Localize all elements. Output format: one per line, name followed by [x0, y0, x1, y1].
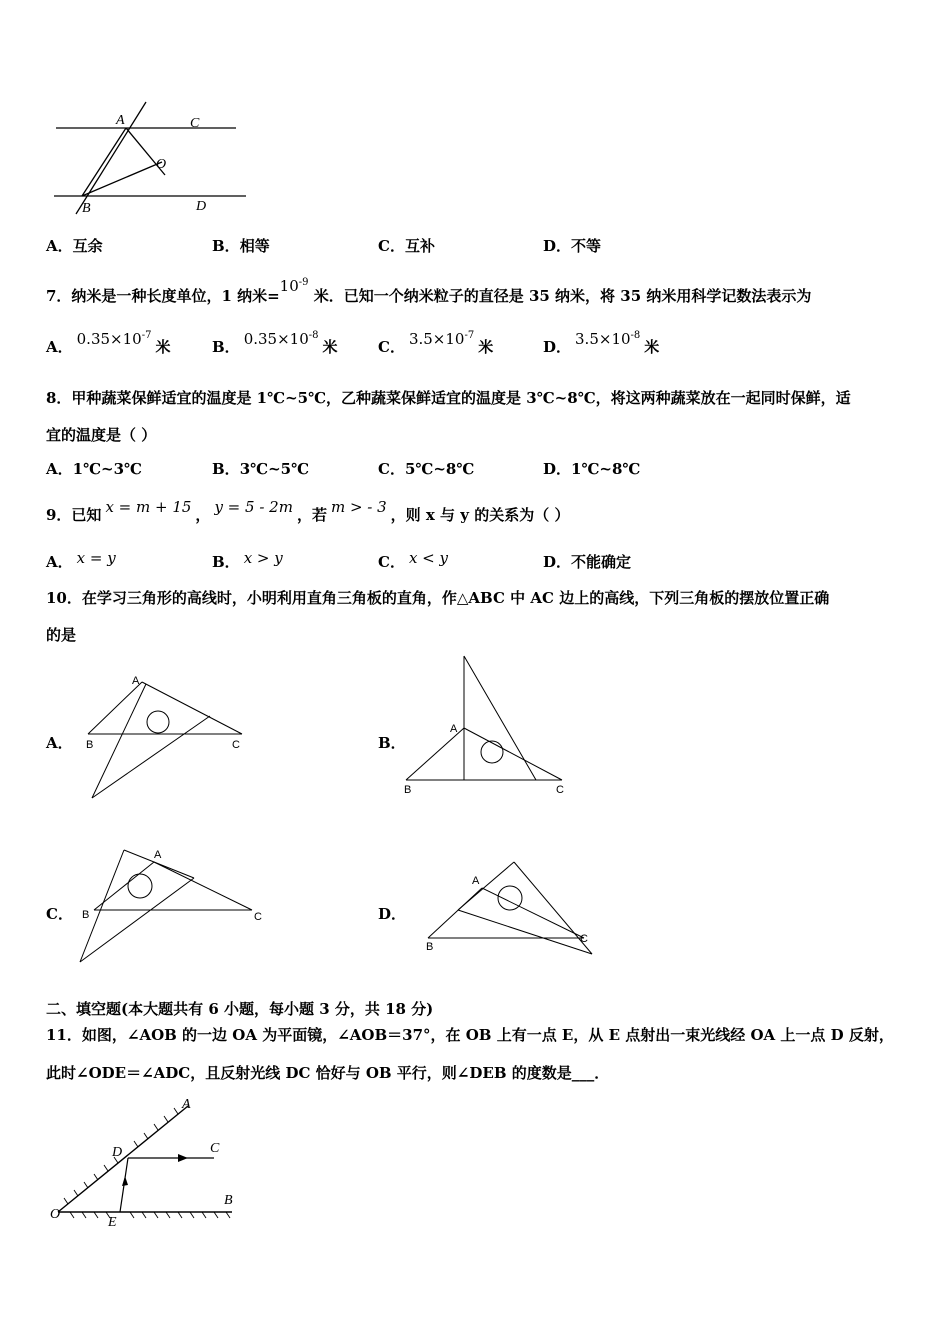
q7-unit: 米: [644, 338, 660, 356]
label-O: O: [156, 157, 167, 172]
q6-figure: [50, 100, 250, 220]
q11-label-E: E: [108, 1215, 117, 1230]
q9-expr3: m > - 3: [330, 498, 387, 516]
q7-option-c[interactable]: C． $3.5\times 10^{-7}$米: [378, 330, 494, 356]
label-C: C: [190, 116, 200, 131]
q11-stem-line1: 11．如图，∠AOB 的一边 OA 为平面镜，∠AOB＝37°，在 OB 上有一点 E，从 E 点射出一束光线经 OA 上一点 D 反射，: [46, 1026, 894, 1044]
q11-label-O: O: [50, 1207, 61, 1222]
q9-expr2: y = 5 - 2m: [214, 498, 293, 516]
q11-figure: [48, 1092, 248, 1232]
q10b-label-C: C: [556, 784, 564, 796]
q10b-label-B: B: [404, 784, 412, 796]
label-A: A: [116, 113, 125, 128]
q6-option-a[interactable]: A．互余: [46, 237, 103, 255]
q8-option-c[interactable]: C．5℃~8℃: [378, 460, 475, 478]
q7-unit: 米: [478, 338, 494, 356]
q11-label-D: D: [112, 1145, 123, 1160]
q10a-label-C: C: [232, 739, 240, 751]
q9-expr1: x = m + 15: [105, 498, 192, 516]
q10c-label-B: B: [82, 909, 90, 921]
q10-stem-line2: 的是: [46, 626, 77, 644]
q10-figure-c[interactable]: [76, 842, 266, 972]
q10-option-a-letter[interactable]: A．: [46, 734, 73, 752]
q9-option-c[interactable]: C． x < y: [378, 549, 448, 571]
q10a-label-B: B: [86, 739, 94, 751]
q10-option-b-letter[interactable]: B．: [378, 734, 406, 752]
label-B: B: [82, 201, 91, 216]
q10b-label-A: A: [450, 723, 458, 735]
q10d-label-A: A: [472, 875, 480, 887]
label-D: D: [196, 199, 207, 214]
q10-figure-b[interactable]: [400, 652, 570, 802]
q10-stem-line1: 10．在学习三角形的高线时，小明利用直角三角板的直角，作△ABC 中 AC 边上的高线，下列三角板的摆放位置正确: [46, 589, 830, 607]
q11-label-B: B: [224, 1193, 233, 1208]
q8-stem-line1: 8．甲种蔬菜保鲜适宜的温度是 1℃~5℃，乙种蔬菜保鲜适宜的温度是 3℃~8℃，将这两种蔬菜放在一起同时保鲜，适: [46, 389, 851, 407]
q9-option-b[interactable]: B． x > y: [212, 549, 283, 571]
q10-figure-a[interactable]: [82, 672, 252, 802]
q11-label-C: C: [210, 1141, 220, 1156]
q8-option-a[interactable]: A．1℃~3℃: [46, 460, 143, 478]
q11-label-A: A: [182, 1097, 191, 1112]
q7-stem: 7．纳米是一种长度单位，1 纳米$=10^{-9}$ 米．已知一个纳米粒子的直径是 35 纳米，将 35 纳米用科学记数法表示为: [46, 277, 812, 305]
q7-unit: 米: [155, 338, 171, 356]
q8-stem-line2: 宜的温度是（ ）: [46, 426, 157, 444]
q6-option-d[interactable]: D．不等: [543, 237, 602, 255]
q10d-label-C: C: [580, 933, 588, 945]
q7-option-b[interactable]: B． $0.35\times 10^{-8}$米: [212, 330, 338, 356]
q11-stem-line2: 此时∠ODE＝∠ADC，且反射光线 DC 恰好与 OB 平行，则∠DEB 的度数是___．: [46, 1064, 610, 1082]
q6-option-c[interactable]: C．互补: [378, 237, 435, 255]
q6-option-b[interactable]: B．相等: [212, 237, 270, 255]
q8-option-b[interactable]: B．3℃~5℃: [212, 460, 310, 478]
q8-option-d[interactable]: D．1℃~8℃: [543, 460, 641, 478]
q10c-label-A: A: [154, 849, 162, 861]
q10-figure-d[interactable]: [424, 860, 604, 960]
q10d-label-B: B: [426, 941, 434, 953]
q9-option-d[interactable]: D．不能确定: [543, 553, 632, 571]
q10-option-c-letter[interactable]: C．: [46, 905, 73, 923]
q10-option-d-letter[interactable]: D．: [378, 905, 407, 923]
q10a-label-A: A: [132, 675, 140, 687]
q7-option-d[interactable]: D． $3.5\times 10^{-8}$米: [543, 330, 660, 356]
q7-option-a[interactable]: A． $0.35\times 10^{-7}$米: [46, 330, 171, 356]
q10c-label-C: C: [254, 911, 262, 923]
q9-stem: 9．已知 x = m + 15 ， y = 5 - 2m ，若 m > - 3 ，则 x 与 y 的关系为（ ）: [46, 498, 570, 524]
q7-unit: 米: [322, 338, 338, 356]
section2-title: 二、填空题(本大题共有 6 小题，每小题 3 分，共 18 分): [46, 1000, 434, 1018]
q9-option-a[interactable]: A． x = y: [46, 549, 116, 571]
